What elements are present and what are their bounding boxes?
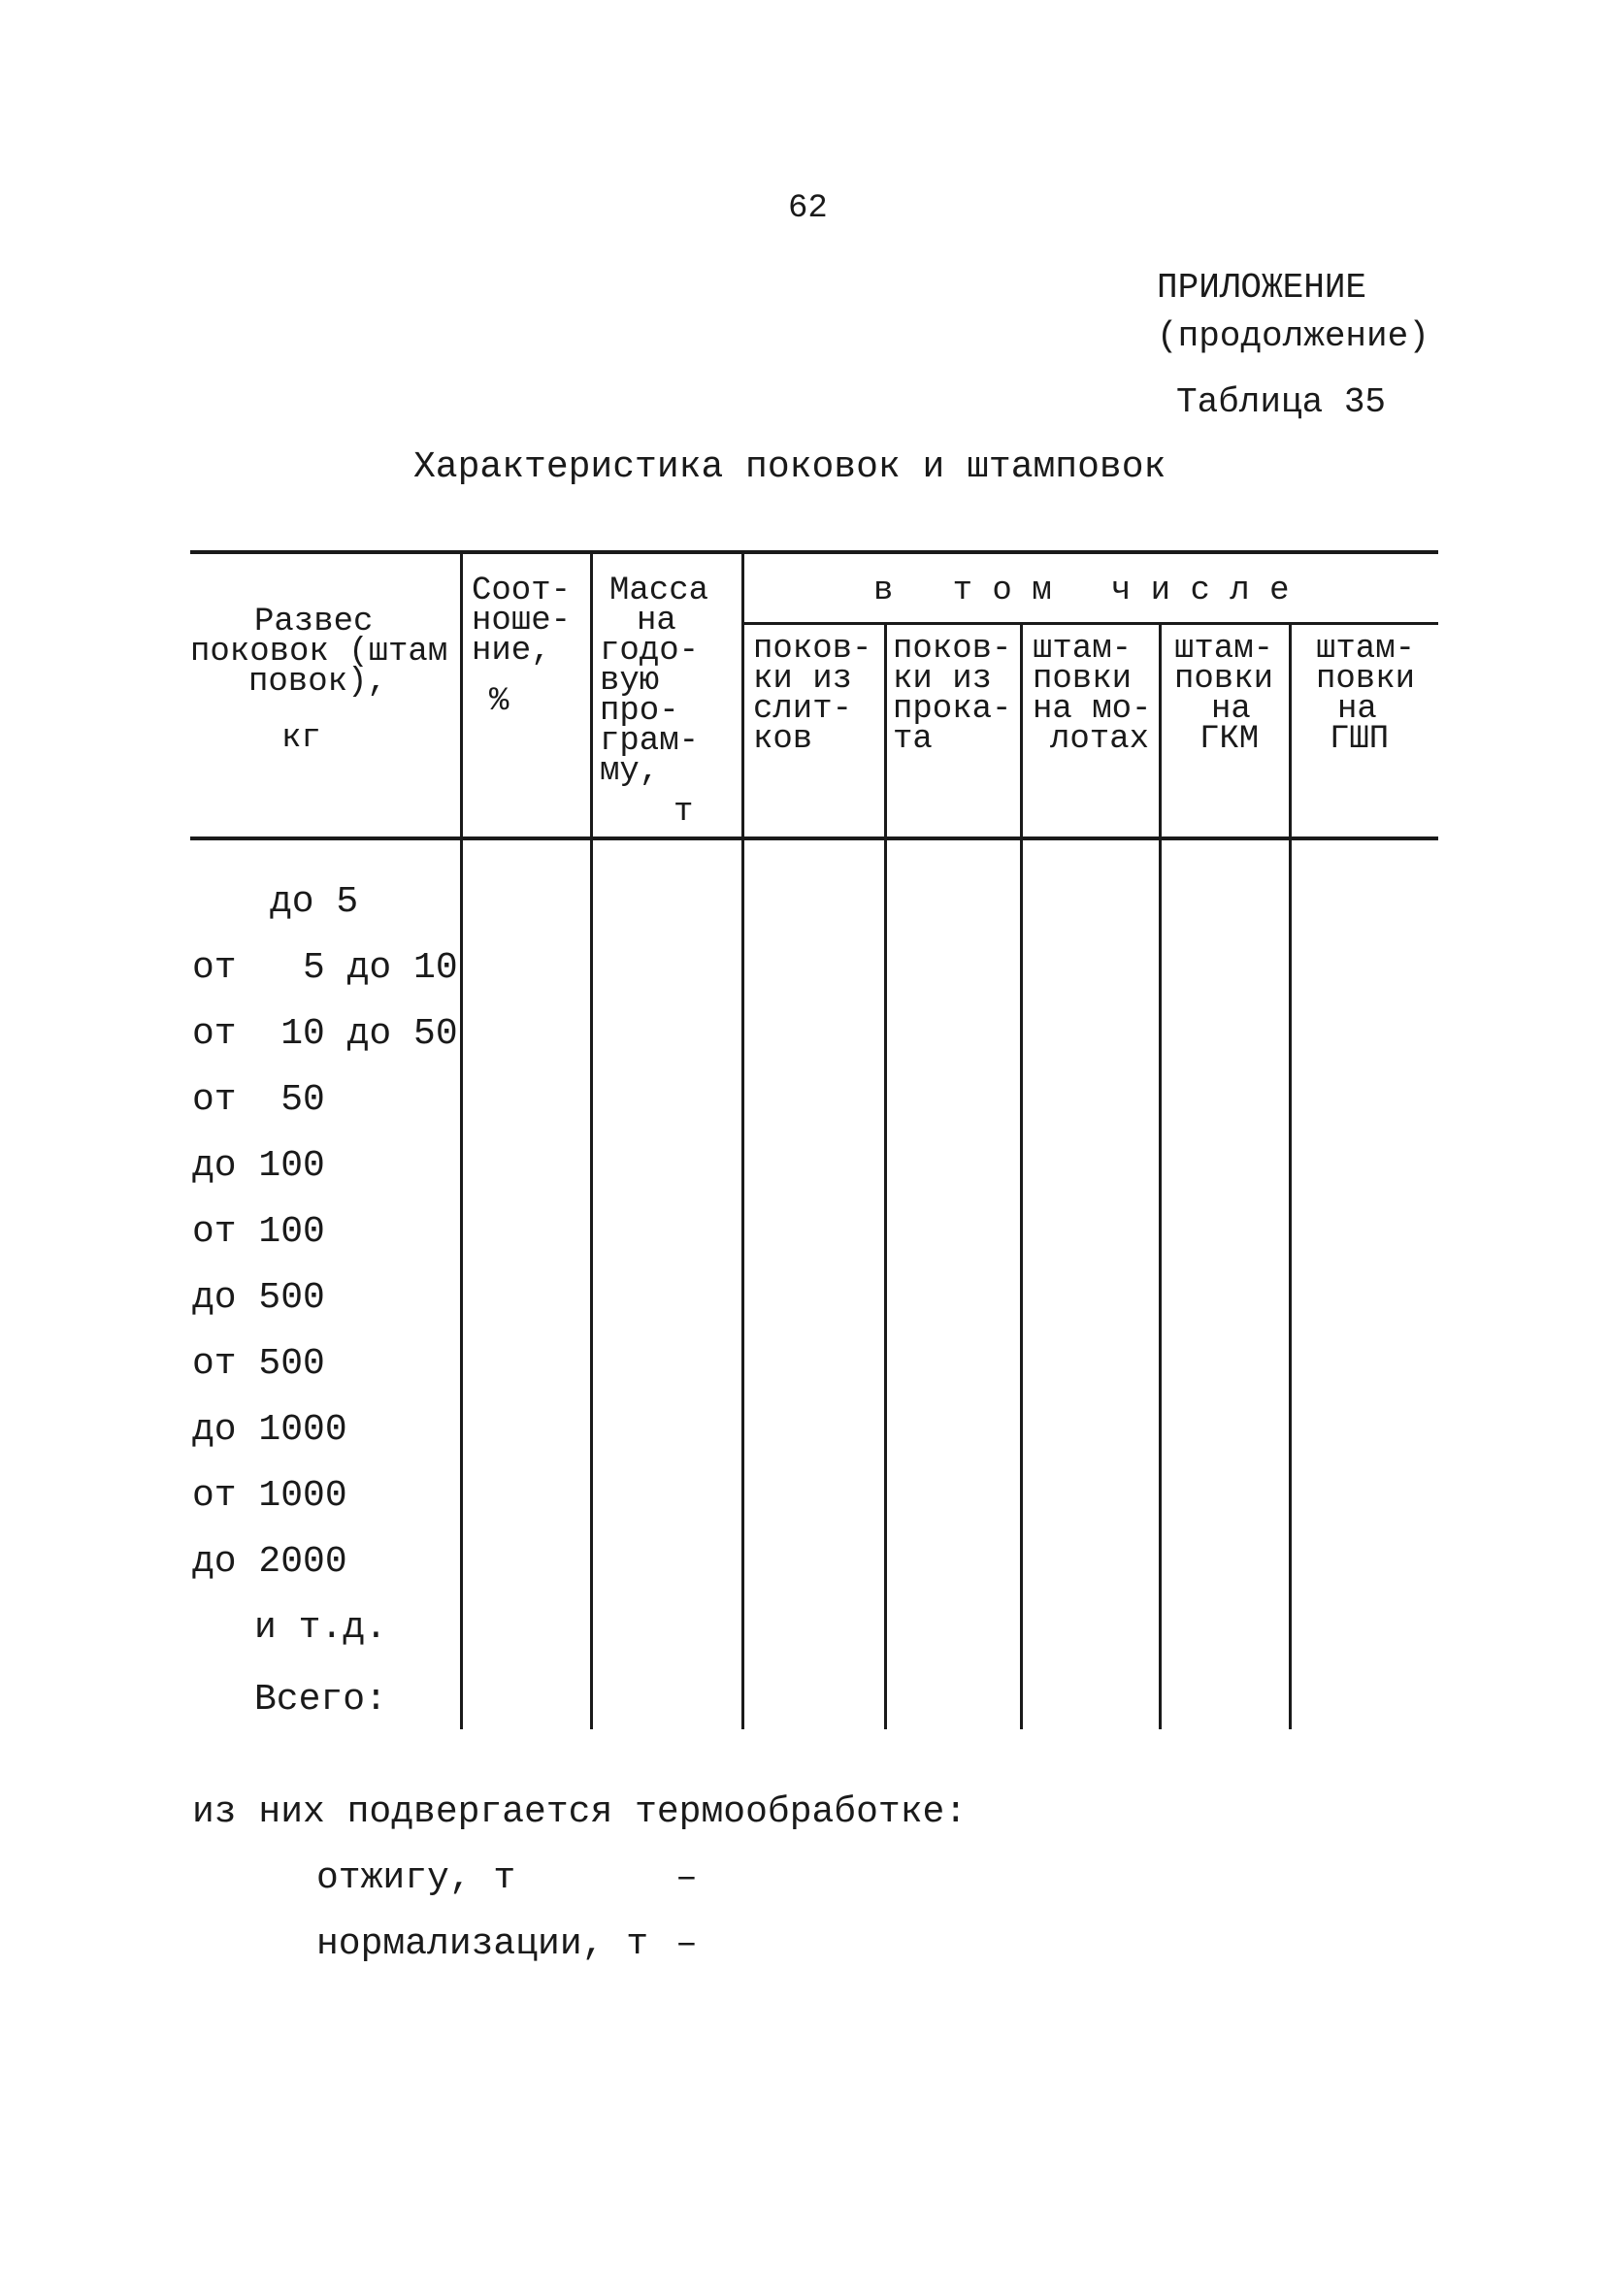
table-total-row: Всего: xyxy=(254,1679,387,1721)
header-sub4-3: на xyxy=(1211,691,1251,728)
header-mass-8: т xyxy=(674,794,694,831)
header-ratio-3: ние, xyxy=(472,633,551,670)
header-sub2-3: прока- xyxy=(893,691,1012,728)
header-sub1-2: ки из xyxy=(753,661,853,698)
header-mass-6: грам- xyxy=(600,723,700,760)
header-sub4-2: повки xyxy=(1174,661,1274,698)
header-razves-3: повок), xyxy=(248,664,387,701)
normalization-label: нормализации, т xyxy=(316,1923,649,1965)
table-top-rule xyxy=(190,550,1438,554)
header-sub2-1: поков- xyxy=(893,631,1012,668)
header-razves-4: кг xyxy=(281,720,321,757)
header-sub2-4: та xyxy=(893,721,933,758)
annealing-label: отжигу, т xyxy=(316,1857,516,1899)
appendix-label: ПРИЛОЖЕНИЕ xyxy=(1157,268,1367,308)
header-sub3-3: на мо- xyxy=(1033,691,1152,728)
header-ratio-4: % xyxy=(489,683,509,720)
header-sub1-4: ков xyxy=(753,721,813,758)
page-number: 62 xyxy=(788,190,828,227)
header-mass-5: про- xyxy=(600,693,679,730)
table-row: от 500 xyxy=(192,1343,325,1385)
table-row: от 1000 xyxy=(192,1475,347,1517)
table-title: Характеристика поковок и штамповок xyxy=(413,446,1166,488)
column-divider xyxy=(741,553,744,1729)
table-row: и т.д. xyxy=(254,1607,387,1649)
header-razves-1: Развес xyxy=(254,604,374,640)
table-row: до 1000 xyxy=(192,1409,347,1451)
header-sub4-4: ГКМ xyxy=(1199,721,1260,758)
header-ratio-1: Соот- xyxy=(472,573,572,609)
header-sub5-1: штам- xyxy=(1316,631,1416,668)
appendix-continuation: (продолжение) xyxy=(1157,316,1429,356)
table-row: от 50 xyxy=(192,1079,325,1121)
header-mass-1: Масса xyxy=(609,573,709,609)
heat-treatment-intro: из них подвергается термообработке: xyxy=(192,1791,968,1833)
column-divider xyxy=(1159,624,1162,1729)
table-row: от 100 xyxy=(192,1211,325,1253)
table-row: от 5 до 10 xyxy=(192,947,458,989)
header-sub1-1: поков- xyxy=(753,631,872,668)
header-sub3-1: штам- xyxy=(1033,631,1133,668)
annealing-value: – xyxy=(675,1857,698,1899)
header-mass-3: годо- xyxy=(600,633,700,670)
header-mass-2: на xyxy=(637,603,676,640)
header-mass-7: му, xyxy=(600,753,660,790)
group-rule xyxy=(743,622,1438,625)
header-group: в т о м ч и с л е xyxy=(873,573,1290,609)
column-divider xyxy=(1020,624,1023,1729)
column-divider xyxy=(884,624,887,1729)
header-sub1-3: слит- xyxy=(753,691,853,728)
header-sub4-1: штам- xyxy=(1174,631,1274,668)
header-ratio-2: ноше- xyxy=(472,603,572,640)
column-divider xyxy=(1289,624,1292,1729)
table-row: до 5 xyxy=(270,881,359,923)
table-number: Таблица 35 xyxy=(1176,382,1387,422)
table-row: от 10 до 50 xyxy=(192,1013,458,1055)
header-sub2-2: ки из xyxy=(893,661,993,698)
header-sub5-4: ГШП xyxy=(1330,721,1390,758)
header-sub3-4: лотах xyxy=(1050,721,1150,758)
table-row: до 100 xyxy=(192,1145,325,1187)
header-razves-2: поковок (штам xyxy=(190,634,448,671)
column-divider xyxy=(590,553,593,1729)
header-bottom-rule xyxy=(190,836,1438,840)
column-divider xyxy=(460,553,463,1729)
normalization-value: – xyxy=(675,1923,698,1965)
header-sub5-2: повки xyxy=(1316,661,1416,698)
table-row: до 2000 xyxy=(192,1541,347,1583)
header-sub3-2: повки xyxy=(1033,661,1133,698)
header-sub5-3: на xyxy=(1337,691,1377,728)
header-mass-4: вую xyxy=(600,663,660,700)
table-row: до 500 xyxy=(192,1277,325,1319)
